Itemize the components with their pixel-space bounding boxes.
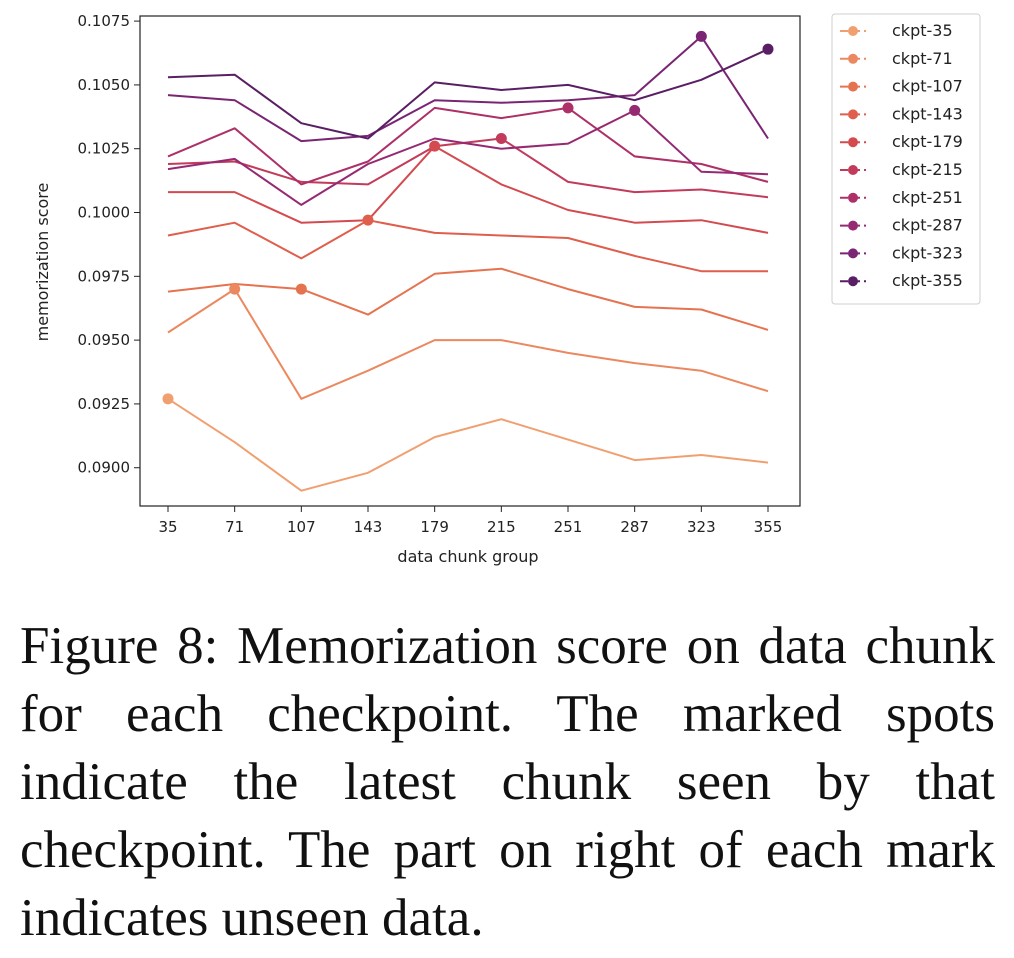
series-marker-ckpt-355 xyxy=(763,44,774,55)
x-tick-label: 355 xyxy=(753,518,783,536)
y-tick-label: 0.1050 xyxy=(77,75,130,94)
series-line-ckpt-71 xyxy=(168,289,768,399)
series-line-ckpt-323 xyxy=(168,36,768,141)
x-tick-label: 179 xyxy=(420,518,449,536)
y-tick-label: 0.0975 xyxy=(77,267,130,286)
x-axis-ticks xyxy=(158,506,782,536)
x-tick-label: 287 xyxy=(620,518,649,536)
legend-label-ckpt-107: ckpt-107 xyxy=(892,76,963,96)
legend-label-ckpt-287: ckpt-287 xyxy=(892,215,963,235)
plot-frame xyxy=(140,16,800,506)
y-tick-label: 0.1025 xyxy=(77,139,130,158)
series-line-ckpt-251 xyxy=(168,108,768,184)
legend xyxy=(832,14,980,304)
series-marker-ckpt-35 xyxy=(163,393,174,404)
x-tick-label: 251 xyxy=(553,518,583,536)
legend-marker-ckpt-355 xyxy=(848,276,858,286)
legend-marker-ckpt-323 xyxy=(848,248,858,258)
legend-marker-ckpt-35 xyxy=(848,26,858,36)
y-tick-label: 0.1075 xyxy=(77,12,130,31)
x-axis-label: data chunk group xyxy=(397,547,539,566)
y-axis-ticks xyxy=(78,12,141,477)
legend-marker-ckpt-179 xyxy=(848,137,858,147)
series-marker-ckpt-179 xyxy=(429,141,440,152)
series-lines xyxy=(168,36,768,490)
series-marker-ckpt-71 xyxy=(229,284,240,295)
legend-marker-ckpt-215 xyxy=(848,165,858,175)
series-line-ckpt-143 xyxy=(168,220,768,271)
series-marker-ckpt-143 xyxy=(363,215,374,226)
x-tick-label: 107 xyxy=(287,518,316,536)
legend-marker-ckpt-287 xyxy=(848,221,858,231)
series-marker-ckpt-251 xyxy=(563,102,574,113)
y-axis-label: memorization score xyxy=(33,182,52,342)
x-tick-label: 35 xyxy=(158,518,178,536)
legend-label-ckpt-35: ckpt-35 xyxy=(892,21,953,40)
y-tick-label: 0.1000 xyxy=(77,203,130,222)
y-tick-label: 0.0900 xyxy=(77,458,130,477)
legend-marker-ckpt-251 xyxy=(848,193,858,203)
series-line-ckpt-35 xyxy=(168,399,768,491)
y-tick-label: 0.0950 xyxy=(77,331,130,350)
x-tick-label: 323 xyxy=(687,518,716,536)
legend-label-ckpt-143: ckpt-143 xyxy=(892,104,963,124)
legend-label-ckpt-179: ckpt-179 xyxy=(892,132,963,152)
legend-label-ckpt-71: ckpt-71 xyxy=(892,48,953,68)
series-line-ckpt-355 xyxy=(168,49,768,138)
legend-label-ckpt-215: ckpt-215 xyxy=(892,160,963,179)
series-marker-ckpt-107 xyxy=(296,284,307,295)
x-tick-label: 215 xyxy=(487,518,516,536)
legend-label-ckpt-323: ckpt-323 xyxy=(892,243,963,263)
figure-caption: Figure 8: Memorization score on data chunk for each checkpoint. The marked spots indicate the latest chunk seen by that checkpoint. The part on right of each mark indicates unseen data. xyxy=(20,617,995,947)
legend-label-ckpt-251: ckpt-251 xyxy=(892,187,963,207)
x-tick-label: 71 xyxy=(225,518,245,536)
series-line-ckpt-107 xyxy=(168,269,768,330)
legend-marker-ckpt-107 xyxy=(848,82,858,92)
y-tick-label: 0.0925 xyxy=(77,394,130,413)
x-tick-label: 143 xyxy=(353,518,383,536)
series-marker-ckpt-215 xyxy=(496,133,507,144)
series-marker-ckpt-323 xyxy=(696,31,707,42)
legend-label-ckpt-355: ckpt-355 xyxy=(892,271,963,291)
legend-marker-ckpt-71 xyxy=(848,54,858,64)
legend-marker-ckpt-143 xyxy=(848,109,858,119)
plot-area xyxy=(140,16,800,506)
series-marker-ckpt-287 xyxy=(629,105,640,116)
